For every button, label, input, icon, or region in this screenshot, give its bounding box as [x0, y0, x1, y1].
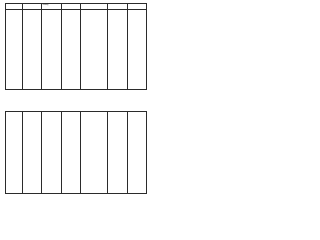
table-cell-nursing: [42, 10, 62, 90]
nursing-care-plan-table: [5, 3, 147, 90]
nursing-care-plan-table-continued: [5, 111, 147, 194]
table-cell-planning: [62, 10, 81, 90]
document-page: [0, 0, 149, 198]
table-cell: [23, 112, 42, 194]
table-row: [6, 112, 147, 194]
table-cell-assessment: [6, 10, 23, 90]
column-header: Nursing: [42, 4, 62, 10]
table-cell: [81, 112, 108, 194]
table-cell: [6, 112, 23, 194]
table-cell: [62, 112, 81, 194]
table-row: [6, 10, 147, 90]
table-cell-rationale: [108, 10, 128, 90]
table-cell-intervention: [81, 10, 108, 90]
table-cell-diagnosis: [23, 10, 42, 90]
table-cell: [42, 112, 62, 194]
table-cell: [108, 112, 128, 194]
table-cell-evaluation: [128, 10, 147, 90]
table-cell: [128, 112, 147, 194]
